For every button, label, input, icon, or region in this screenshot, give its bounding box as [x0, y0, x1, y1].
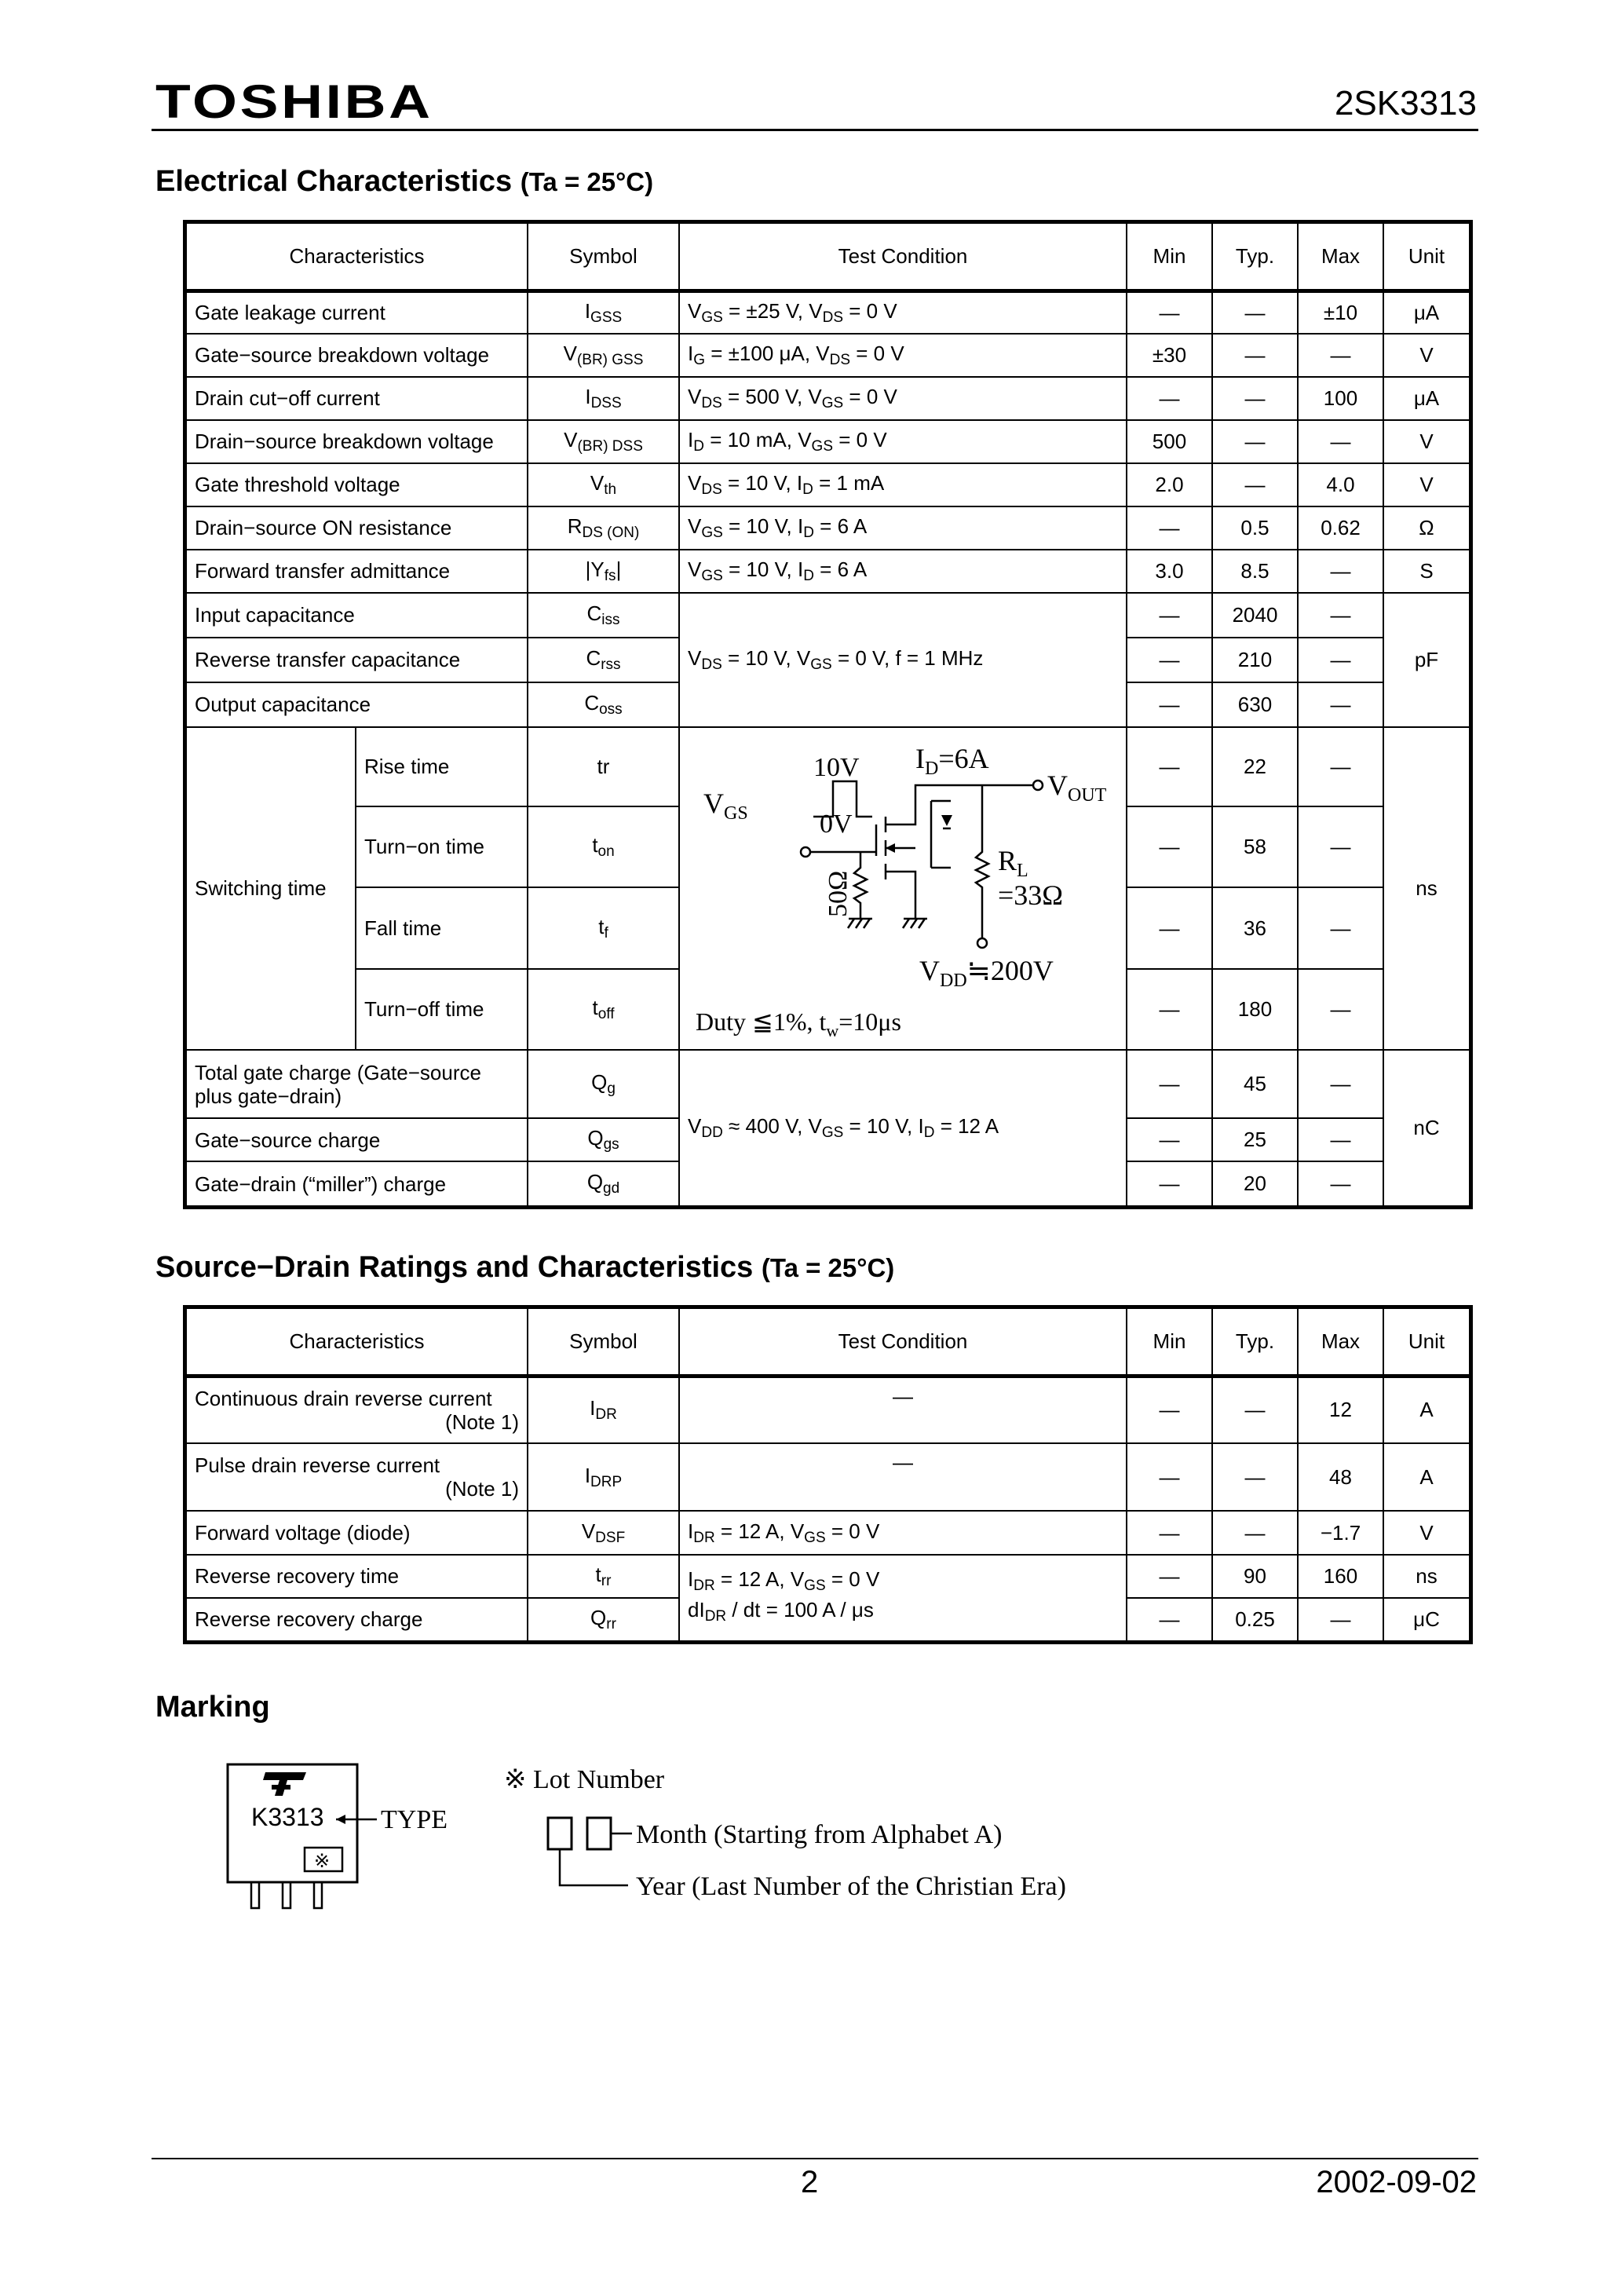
unit-cell: nC	[1383, 1050, 1470, 1206]
characteristic-name: Gate−source breakdown voltage	[186, 334, 528, 377]
unit-cell: Ω	[1383, 506, 1470, 550]
svg-text:RL: $R_L$	[998, 845, 1028, 881]
load-resistor	[976, 785, 988, 938]
unit-cell: A	[1383, 1443, 1470, 1511]
test-condition: $V_{GS} = \pm 25$ V, $V_{DS} = 0$ V	[679, 291, 1127, 334]
col-min: Min	[1127, 1308, 1212, 1376]
table-row	[186, 1376, 1470, 1443]
section-title-marking: Marking	[155, 1691, 270, 1724]
col-max: Max	[1298, 1308, 1383, 1376]
typ-value: —	[1212, 377, 1298, 420]
unit-cell: ns	[1383, 1555, 1470, 1598]
characteristic-name: Reverse recovery charge	[186, 1598, 528, 1641]
symbol-base: I	[584, 1463, 591, 1487]
typ-value: —	[1212, 334, 1298, 377]
max-value: —	[1298, 420, 1383, 463]
symbol-subscript: oss	[599, 701, 623, 718]
page-number: 2	[801, 2165, 819, 2199]
symbol-base: I	[585, 385, 591, 408]
typ-value: 180	[1212, 969, 1298, 1050]
unit-cell: ns	[1383, 727, 1470, 1050]
min-value: —	[1127, 806, 1212, 887]
characteristic-text: Continuous drain reverse current	[195, 1386, 492, 1410]
typ-value: 90	[1212, 1555, 1298, 1598]
switching-group-label: Switching time	[186, 727, 356, 1050]
table-row	[186, 506, 1470, 550]
max-value: 4.0	[1298, 463, 1383, 506]
table-header-row	[186, 223, 1470, 291]
table-row	[186, 334, 1470, 377]
min-value: —	[1127, 1511, 1212, 1555]
section-condition: (Ta = 25°C)	[520, 167, 654, 196]
characteristic-name	[186, 1376, 528, 1443]
symbol-cell	[528, 887, 679, 969]
col-min: Min	[1127, 223, 1212, 291]
unit-cell: V	[1383, 463, 1470, 506]
characteristic-name: Input capacitance	[186, 593, 528, 638]
test-condition: —	[679, 1376, 1127, 1443]
footer-rule	[152, 2158, 1478, 2159]
test-condition: $I_{DR} = 12$ A, $V_{GS} = 0$ V $dI_{DR}$ / dt = 100 A / μs	[679, 1555, 1127, 1641]
note-ref: (Note 1)	[445, 1409, 519, 1434]
col-max: Max	[1298, 223, 1383, 291]
symbol-base: I	[584, 298, 591, 323]
max-value: —	[1298, 334, 1383, 377]
symbol-subscript: off	[597, 1006, 615, 1022]
typ-value: 0.25	[1212, 1598, 1298, 1641]
capacitance-rows	[186, 593, 1470, 727]
symbol-base: Q	[586, 1170, 604, 1194]
test-condition: $V_{DS} = 10$ V, $V_{GS} = 0$ V, f = 1 MHz	[679, 593, 1127, 727]
max-value: —	[1298, 727, 1383, 806]
body-diode-leads	[931, 801, 951, 868]
characteristic-text: Pulse drain reverse current	[195, 1453, 440, 1477]
characteristic-name: Gate threshold voltage	[186, 463, 528, 506]
symbol-subscript: DS (ON)	[582, 525, 640, 541]
symbol-cell	[528, 593, 679, 638]
characteristic-name: Output capacitance	[186, 682, 528, 727]
characteristic-name: Forward transfer admittance	[186, 550, 528, 593]
col-unit: Unit	[1383, 223, 1470, 291]
test-condition: $V_{DS} = 500$ V, $V_{GS} = 0$ V	[679, 377, 1127, 420]
symbol-cell	[528, 1161, 679, 1206]
min-value: ±30	[1127, 334, 1212, 377]
symbol-cell	[528, 1598, 679, 1641]
col-characteristics: Characteristics	[186, 1308, 528, 1376]
typ-value: 8.5	[1212, 550, 1298, 593]
section-condition: (Ta = 25°C)	[761, 1253, 895, 1282]
unit-cell: μA	[1383, 377, 1470, 420]
symbol-subscript: iss	[601, 612, 620, 628]
symbol-base: t	[592, 996, 598, 1019]
max-value: —	[1298, 806, 1383, 887]
symbol-subscript: gs	[603, 1136, 619, 1153]
symbol-base: C	[584, 691, 600, 715]
symbol-subscript: fs	[604, 568, 616, 584]
type-label: TYPE	[381, 1805, 448, 1834]
test-condition: $V_{GS} = 10$ V, $I_D = 6$ A	[679, 506, 1127, 550]
max-value: —	[1298, 1161, 1383, 1206]
unit-cell: A	[1383, 1376, 1470, 1443]
charge-rows	[186, 1050, 1470, 1206]
unit-cell: S	[1383, 550, 1470, 593]
symbol-cell	[528, 463, 679, 506]
part-number: 2SK3313	[1334, 84, 1477, 122]
symbol-suffix: |	[616, 558, 622, 581]
max-value: —	[1298, 1050, 1383, 1118]
svg-text:VGS: $V_{GS}$	[703, 788, 748, 824]
symbol-subscript: rss	[601, 656, 621, 673]
min-value: —	[1127, 1050, 1212, 1118]
test-condition: $I_{DR} = 12$ A, $V_{GS} = 0$ V	[679, 1511, 1127, 1555]
min-value: —	[1127, 377, 1212, 420]
max-value: −1.7	[1298, 1511, 1383, 1555]
basic-rows	[186, 291, 1470, 593]
symbol-cell	[528, 377, 679, 420]
month-label: Month (Starting from Alphabet A)	[636, 1820, 1003, 1849]
drain-source-leads	[886, 785, 982, 899]
unit-cell: V	[1383, 1511, 1470, 1555]
vout-terminal	[1033, 781, 1043, 790]
symbol-base: t	[595, 1563, 601, 1586]
symbol-subscript: gd	[603, 1180, 620, 1197]
typ-value: —	[1212, 291, 1298, 334]
svg-text:10V: 10V	[813, 753, 860, 782]
characteristic-name: Reverse transfer capacitance	[186, 638, 528, 682]
symbol-cell	[528, 334, 679, 377]
col-test-condition: Test Condition	[679, 1308, 1127, 1376]
symbol-base: t	[592, 833, 598, 857]
test-condition: —	[679, 1443, 1127, 1511]
min-value: —	[1127, 969, 1212, 1050]
header-rule	[152, 129, 1478, 131]
max-value: —	[1298, 887, 1383, 969]
section-title-text: Electrical Characteristics	[155, 165, 513, 198]
table-row	[186, 1443, 1470, 1511]
max-value: 160	[1298, 1555, 1383, 1598]
min-value: —	[1127, 1555, 1212, 1598]
characteristic-name: Gate−drain (“miller”) charge	[186, 1161, 528, 1206]
svg-text:0V: 0V	[820, 810, 853, 839]
source-drain-rows	[186, 1376, 1470, 1641]
symbol-subscript: rr	[606, 1616, 616, 1632]
electrical-characteristics-table	[185, 222, 1470, 1207]
min-value: —	[1127, 682, 1212, 727]
typ-value: —	[1212, 1443, 1298, 1511]
min-value: —	[1127, 506, 1212, 550]
symbol-base: Q	[591, 1070, 608, 1094]
switching-test-circuit	[680, 730, 1110, 1041]
unit-cell: μA	[1383, 291, 1470, 334]
max-value: 0.62	[1298, 506, 1383, 550]
package-text: K3313	[251, 1803, 324, 1831]
section-title-source-drain	[155, 1252, 894, 1282]
symbol-base: |Y	[585, 558, 605, 581]
svg-text:VDD≒200V: $V_{DD}≒200V$	[919, 955, 1054, 991]
symbol-cell	[528, 1118, 679, 1161]
lot-number-label: ※ Lot Number	[504, 1765, 665, 1794]
symbol-subscript: rr	[601, 1573, 612, 1589]
characteristic-name: Reverse recovery time	[186, 1555, 528, 1598]
unit-cell: V	[1383, 420, 1470, 463]
typ-value: 20	[1212, 1161, 1298, 1206]
symbol-subscript: g	[607, 1080, 616, 1097]
col-typ: Typ.	[1212, 1308, 1298, 1376]
unit-cell: pF	[1383, 593, 1470, 727]
test-condition: $I_D = 10$ mA, $V_{GS} = 0$ V	[679, 420, 1127, 463]
max-value: —	[1298, 969, 1383, 1050]
table-row	[186, 463, 1470, 506]
col-symbol: Symbol	[528, 1308, 679, 1376]
max-value: —	[1298, 593, 1383, 638]
symbol-subscript: DR	[595, 1406, 617, 1424]
symbol-base: V	[581, 1519, 596, 1543]
typ-value: 2040	[1212, 593, 1298, 638]
col-symbol: Symbol	[528, 223, 679, 291]
table-row	[186, 727, 1470, 806]
typ-value: —	[1212, 1511, 1298, 1555]
symbol-cell	[528, 1376, 679, 1443]
table-row	[186, 377, 1470, 420]
characteristic-name: Drain cut−off current	[186, 377, 528, 420]
symbol-base: tr	[597, 755, 610, 778]
max-value: 100	[1298, 377, 1383, 420]
typ-value: 22	[1212, 727, 1298, 806]
month-digit-box	[587, 1818, 611, 1849]
typ-value: 45	[1212, 1050, 1298, 1118]
symbol-subscript: on	[597, 843, 615, 860]
section-title-text: Source−Drain Ratings and Characteristics	[155, 1251, 754, 1284]
table-row	[186, 550, 1470, 593]
typ-value: 25	[1212, 1118, 1298, 1161]
symbol-base: V	[590, 471, 605, 495]
max-value: —	[1298, 550, 1383, 593]
symbol-base: Q	[590, 1606, 607, 1629]
year-digit-box	[548, 1818, 572, 1849]
min-value: —	[1127, 727, 1212, 806]
typ-value: 58	[1212, 806, 1298, 887]
symbol-subscript: (BR) DSS	[577, 438, 643, 455]
min-value: 3.0	[1127, 550, 1212, 593]
symbol-cell	[528, 550, 679, 593]
table-row	[186, 420, 1470, 463]
symbol-cell	[528, 727, 679, 806]
test-condition: $V_{DS} = 10$ V, $I_D = 1$ mA	[679, 463, 1127, 506]
max-value: —	[1298, 638, 1383, 682]
symbol-cell	[528, 682, 679, 727]
svg-text:ID=6A: $I_D=6A$	[915, 743, 989, 779]
min-value: —	[1127, 593, 1212, 638]
col-unit: Unit	[1383, 1308, 1470, 1376]
min-value: —	[1127, 1443, 1212, 1511]
unit-cell: μC	[1383, 1598, 1470, 1641]
symbol-cell	[528, 291, 679, 334]
year-label: Year (Last Number of the Christian Era)	[636, 1872, 1066, 1901]
test-condition: $I_G = \pm 100$ μA, $V_{DS} = 0$ V	[679, 334, 1127, 377]
test-condition: $V_{DD} \approx 400$ V, $V_{GS} = 10$ V, $I_D = 12$ A	[679, 1050, 1127, 1206]
symbol-subscript: th	[604, 481, 617, 498]
max-value: 48	[1298, 1443, 1383, 1511]
characteristic-name: Forward voltage (diode)	[186, 1511, 528, 1555]
symbol-cell	[528, 1511, 679, 1555]
symbol-base: I	[590, 1396, 596, 1420]
typ-value: —	[1212, 1376, 1298, 1443]
symbol-base: Q	[587, 1126, 604, 1150]
symbol-cell	[528, 1050, 679, 1118]
diode-icon	[941, 815, 952, 826]
characteristic-name: Gate leakage current	[186, 291, 528, 334]
typ-value: 630	[1212, 682, 1298, 727]
arrow-icon	[886, 843, 895, 853]
typ-value: 36	[1212, 887, 1298, 969]
characteristic-name: Drain−source breakdown voltage	[186, 420, 528, 463]
year-leader	[560, 1849, 628, 1885]
symbol-subscript: DSS	[590, 395, 622, 411]
min-value: —	[1127, 638, 1212, 682]
min-value: —	[1127, 1118, 1212, 1161]
symbol-cell	[528, 806, 679, 887]
toshiba-logo: TOSHIBA	[155, 75, 433, 128]
gate-resistor	[854, 852, 867, 919]
characteristic-name: Gate−source charge	[186, 1118, 528, 1161]
symbol-subscript: (BR) GSS	[576, 352, 644, 368]
table-row	[186, 291, 1470, 334]
max-value: —	[1298, 1598, 1383, 1641]
document-date: 2002-09-02	[1316, 2165, 1477, 2199]
characteristic-name: Total gate charge (Gate−source plus gate−drain)	[186, 1050, 528, 1118]
max-value: —	[1298, 1118, 1383, 1161]
table-header-row	[186, 1308, 1470, 1376]
characteristic-name: Rise time	[356, 727, 528, 806]
symbol-base: R	[567, 514, 583, 538]
source-drain-table	[185, 1307, 1470, 1642]
table-row	[186, 593, 1470, 638]
symbol-base: t	[598, 914, 605, 938]
max-value: —	[1298, 682, 1383, 727]
characteristic-name: Turn−on time	[356, 806, 528, 887]
min-value: —	[1127, 887, 1212, 969]
input-terminal	[801, 847, 810, 857]
typ-value: 210	[1212, 638, 1298, 682]
symbol-cell	[528, 1555, 679, 1598]
svg-text:50Ω: 50Ω	[824, 870, 853, 917]
section-title-electrical	[155, 166, 653, 196]
min-value: —	[1127, 1161, 1212, 1206]
max-value: 12	[1298, 1376, 1383, 1443]
vdd-terminal	[977, 938, 987, 948]
characteristic-name	[186, 1443, 528, 1511]
min-value: 500	[1127, 420, 1212, 463]
typ-value: 0.5	[1212, 506, 1298, 550]
symbol-base: V	[564, 428, 578, 452]
symbol-cell	[528, 506, 679, 550]
characteristic-name: Fall time	[356, 887, 528, 969]
marking-diagram	[220, 1755, 1240, 1928]
col-test-condition: Test Condition	[679, 223, 1127, 291]
table-row	[186, 1555, 1470, 1598]
col-typ: Typ.	[1212, 223, 1298, 291]
table-row	[186, 1050, 1470, 1118]
unit-cell: V	[1383, 334, 1470, 377]
svg-text:=33Ω: =33Ω	[998, 879, 1064, 911]
typ-value: —	[1212, 420, 1298, 463]
svg-text:Duty ≦1%, tw=10μs: Duty ≦1%, $t_w=10\mu s$	[696, 1007, 901, 1040]
table-row	[186, 1511, 1470, 1555]
symbol-cell	[528, 638, 679, 682]
switching-rows	[186, 727, 1470, 1050]
min-value: —	[1127, 291, 1212, 334]
test-condition: $V_{GS} = 10$ V, $I_D = 6$ A	[679, 550, 1127, 593]
package-mark: ※	[314, 1852, 331, 1872]
characteristic-name: Turn−off time	[356, 969, 528, 1050]
min-value: —	[1127, 1376, 1212, 1443]
min-value: 2.0	[1127, 463, 1212, 506]
symbol-cell	[528, 969, 679, 1050]
symbol-cell	[528, 420, 679, 463]
symbol-base: V	[563, 342, 577, 365]
test-circuit-cell	[679, 727, 1127, 1050]
symbol-subscript: DRP	[590, 1473, 623, 1490]
note-ref: (Note 1)	[445, 1477, 519, 1501]
typ-value: —	[1212, 463, 1298, 506]
symbol-subscript: GSS	[590, 309, 623, 326]
symbol-subscript: DSF	[595, 1529, 626, 1546]
package-leads	[251, 1882, 322, 1908]
symbol-base: C	[586, 646, 601, 670]
col-characteristics: Characteristics	[186, 223, 528, 291]
symbol-base: C	[586, 601, 602, 625]
characteristic-name: Drain−source ON resistance	[186, 506, 528, 550]
min-value: —	[1127, 1598, 1212, 1641]
max-value: ±10	[1298, 291, 1383, 334]
svg-text:VOUT: $V_{OUT}$	[1047, 770, 1107, 806]
symbol-cell	[528, 1443, 679, 1511]
symbol-subscript: f	[604, 924, 608, 941]
